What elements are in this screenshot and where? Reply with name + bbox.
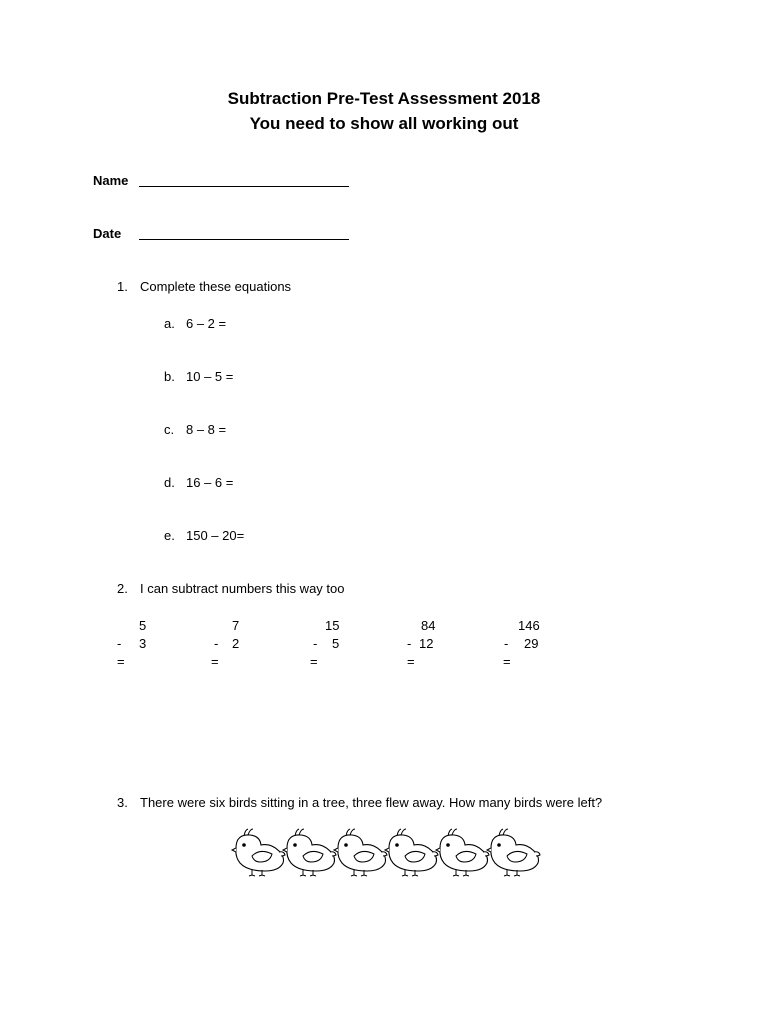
problem-top-number: 146 xyxy=(518,618,540,633)
question-3-number: 3. xyxy=(117,795,128,810)
q1-item-letter: a. xyxy=(164,316,175,331)
q1-item-expression: 8 – 8 = xyxy=(186,422,227,437)
q1-item-expression: 16 – 6 = xyxy=(186,475,234,490)
minus-sign: - xyxy=(504,636,509,651)
q1-item-letter: c. xyxy=(164,422,175,437)
equals-sign: = xyxy=(211,654,219,669)
equals-sign: = xyxy=(503,654,511,669)
bird-icon xyxy=(230,826,286,878)
problem-bottom-number: 3 xyxy=(139,636,147,651)
birds-row xyxy=(230,826,550,880)
question-1-prompt: Complete these equations xyxy=(140,279,292,294)
q1-item-expression: 150 – 20= xyxy=(186,528,245,543)
q1-item-expression: 6 – 2 = xyxy=(186,316,227,331)
equals-sign: = xyxy=(310,654,318,669)
problem-top-number: 5 xyxy=(139,618,147,633)
equals-sign: = xyxy=(117,654,125,669)
q1-item-letter: b. xyxy=(164,369,175,384)
bird-icon xyxy=(383,826,439,878)
question-2-prompt: I can subtract numbers this way too xyxy=(140,581,345,596)
question-2-number: 2. xyxy=(117,581,128,596)
minus-sign: - xyxy=(313,636,318,651)
bird-icon xyxy=(332,826,388,878)
problem-bottom-number: 12 xyxy=(419,636,434,651)
minus-sign: - xyxy=(117,636,122,651)
page-title: Subtraction Pre-Test Assessment 2018 xyxy=(227,89,541,108)
page-subtitle: You need to show all working out xyxy=(249,114,519,133)
date-field[interactable] xyxy=(139,239,349,240)
problem-top-number: 84 xyxy=(421,618,436,633)
name-field[interactable] xyxy=(139,186,349,187)
problem-top-number: 7 xyxy=(232,618,240,633)
q1-item-expression: 10 – 5 = xyxy=(186,369,234,384)
q1-item-letter: e. xyxy=(164,528,175,543)
problem-bottom-number: 5 xyxy=(332,636,340,651)
problem-bottom-number: 2 xyxy=(232,636,240,651)
name-label: Name xyxy=(93,173,129,188)
equals-sign: = xyxy=(407,654,415,669)
minus-sign: - xyxy=(407,636,412,651)
date-label: Date xyxy=(93,226,122,241)
bird-icon xyxy=(281,826,337,878)
question-3-prompt: There were six birds sitting in a tree, three flew away. How many birds were left? xyxy=(140,795,603,810)
problem-bottom-number: 29 xyxy=(524,636,539,651)
question-1-number: 1. xyxy=(117,279,128,294)
bird-icon xyxy=(434,826,490,878)
bird-icon xyxy=(485,826,541,878)
problem-top-number: 15 xyxy=(325,618,340,633)
minus-sign: - xyxy=(214,636,219,651)
q1-item-letter: d. xyxy=(164,475,175,490)
